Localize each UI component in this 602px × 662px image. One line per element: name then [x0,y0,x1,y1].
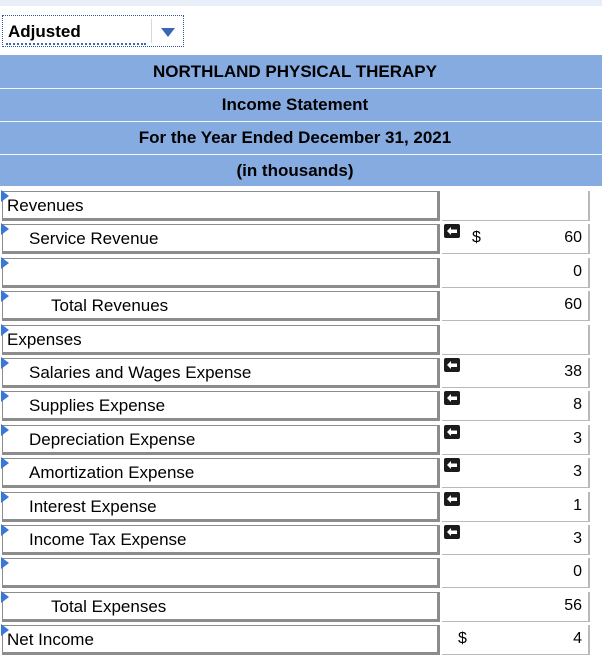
header-divider [0,121,602,122]
amount-value: 56 [564,596,582,614]
triangle-right-icon [1,591,9,603]
statement-row [0,523,602,557]
amount-cell[interactable] [442,592,590,622]
account-label-cell[interactable] [2,492,440,522]
amount-cell[interactable] [442,492,590,522]
undo-arrow-icon[interactable] [444,358,460,372]
statement-row [0,490,602,524]
account-label: Revenues [7,196,84,215]
amount-cell[interactable] [442,391,590,421]
company-name: NORTHLAND PHYSICAL THERAPY [153,62,437,81]
account-label-cell[interactable] [2,291,440,321]
amount-value: 8 [573,396,582,414]
amount-cell[interactable] [442,625,590,655]
statement-row [0,189,602,223]
statement-row [0,323,602,357]
statement-row [0,623,602,657]
account-label-cell[interactable] [2,425,440,455]
undo-arrow-icon[interactable] [444,224,460,238]
account-label: Depreciation Expense [29,429,196,449]
account-label: Total Expenses [51,596,167,616]
account-label-cell[interactable] [2,391,440,421]
amount-cell[interactable] [442,358,590,388]
statement-row [0,556,602,590]
amount-value: 0 [573,563,582,581]
account-label: Salaries and Wages Expense [29,363,252,382]
statement-units: (in thousands) [236,161,354,180]
account-label-cell[interactable] [2,592,440,622]
triangle-right-icon [1,457,9,469]
amount-value: 1 [573,496,582,514]
triangle-right-icon [1,357,9,369]
amount-value: 3 [573,530,582,547]
triangle-right-icon [1,491,9,503]
account-label: Income Tax Expense [29,530,187,549]
statement-row [0,356,602,390]
header-divider [0,88,602,89]
dropdown-separator [151,19,152,43]
account-label-cell[interactable] [2,224,440,254]
statement-row [0,289,602,323]
triangle-right-icon [1,557,9,569]
statement-type-dropdown[interactable] [2,15,184,47]
statement-row [0,222,602,256]
amount-cell[interactable] [442,224,590,254]
triangle-down-icon[interactable] [161,28,175,37]
triangle-right-icon [1,290,9,302]
currency-symbol: $ [472,229,481,247]
amount-cell[interactable] [442,525,590,555]
amount-value: 3 [573,429,582,447]
amount-cell[interactable] [442,258,590,288]
undo-arrow-icon[interactable] [444,492,460,506]
amount-value: 3 [573,463,582,481]
dropdown-value: Adjusted [8,22,81,41]
account-label: Net Income [7,630,94,650]
account-label: Service Revenue [29,229,159,249]
account-label-cell[interactable] [2,358,440,388]
currency-symbol: $ [458,630,467,648]
amount-cell[interactable] [442,325,590,355]
account-label-cell[interactable] [2,458,440,488]
amount-cell[interactable] [442,291,590,321]
account-label-cell[interactable] [2,325,440,355]
statement-period: For the Year Ended December 31, 2021 [138,128,452,147]
header-divider [0,154,602,155]
amount-value: 60 [564,229,582,247]
statement-row [0,456,602,490]
amount-cell[interactable] [442,191,590,221]
statement-row [0,590,602,624]
triangle-right-icon [1,257,9,269]
account-label-cell[interactable] [2,625,440,655]
account-label-cell[interactable] [2,525,440,555]
statement-row [0,256,602,290]
amount-value: 60 [564,296,582,314]
undo-arrow-icon[interactable] [444,525,460,539]
top-band [0,0,602,6]
undo-arrow-icon[interactable] [444,425,460,439]
account-label-cell[interactable] [2,558,440,588]
amount-value: 4 [573,630,582,648]
amount-cell[interactable] [442,425,590,455]
amount-cell[interactable] [442,558,590,588]
undo-arrow-icon[interactable] [444,458,460,472]
triangle-right-icon [1,524,9,536]
statement-row [0,389,602,423]
triangle-right-icon [1,424,9,436]
account-label: Interest Expense [29,496,157,516]
statement-title: Income Statement [221,95,369,114]
account-label-cell[interactable] [2,191,440,221]
amount-cell[interactable] [442,458,590,488]
account-label: Total Revenues [51,296,169,316]
dropdown-focus-underline [6,43,146,45]
statement-row [0,423,602,457]
undo-arrow-icon[interactable] [444,391,460,405]
triangle-right-icon [1,390,9,402]
account-label: Amortization Expense [29,463,195,483]
amount-value: 0 [573,262,582,280]
income-statement [0,55,602,659]
account-label: Supplies Expense [29,396,166,416]
amount-value: 38 [564,363,582,380]
account-label-cell[interactable] [2,258,440,288]
account-label: Expenses [7,329,82,349]
triangle-right-icon [1,223,9,235]
